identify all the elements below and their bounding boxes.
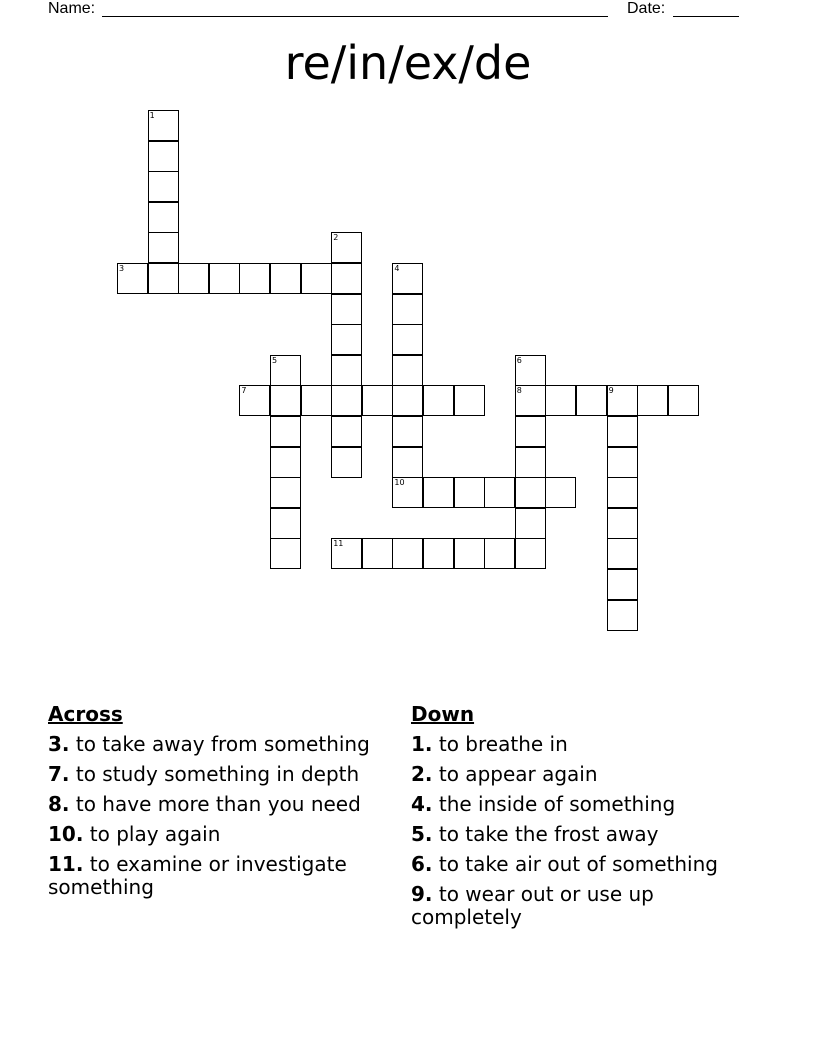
grid-cell[interactable] xyxy=(515,355,546,386)
grid-cell-box xyxy=(392,538,423,569)
grid-cell[interactable] xyxy=(270,263,301,294)
clue-text: to play again xyxy=(89,822,221,846)
grid-cell[interactable] xyxy=(301,385,332,416)
grid-cell-box xyxy=(454,477,485,508)
grid-cell-box xyxy=(362,385,393,416)
grid-cell[interactable] xyxy=(270,416,301,447)
clue-down-9 xyxy=(411,883,771,929)
grid-cell[interactable] xyxy=(362,538,393,569)
grid-cell-box xyxy=(148,141,179,172)
clue-number: 8. xyxy=(48,792,70,816)
grid-cell[interactable] xyxy=(454,538,485,569)
grid-cell[interactable] xyxy=(392,385,423,416)
grid-cell[interactable] xyxy=(331,324,362,355)
grid-cell[interactable] xyxy=(392,263,423,294)
cell-number: 1 xyxy=(149,111,155,120)
clue-number: 10. xyxy=(48,822,84,846)
grid-cell[interactable] xyxy=(423,538,454,569)
grid-cell[interactable] xyxy=(607,569,638,600)
clue-number: 6. xyxy=(411,852,433,876)
grid-cell[interactable] xyxy=(668,385,699,416)
grid-cell-box xyxy=(484,477,515,508)
grid-cell-box xyxy=(331,355,362,386)
grid-cell-box xyxy=(331,416,362,447)
grid-cell[interactable] xyxy=(392,416,423,447)
grid-cell-box xyxy=(515,477,546,508)
grid-cell[interactable] xyxy=(117,263,148,294)
grid-cell[interactable] xyxy=(331,416,362,447)
grid-cell[interactable] xyxy=(392,324,423,355)
grid-cell[interactable] xyxy=(607,600,638,631)
clue-text: to have more than you need xyxy=(75,792,361,816)
grid-cell[interactable] xyxy=(607,477,638,508)
cell-number: 8 xyxy=(516,386,522,396)
grid-cell[interactable] xyxy=(454,385,485,416)
grid-cell-box xyxy=(607,508,638,539)
clue-across-8 xyxy=(48,793,388,816)
clue-number: 11. xyxy=(48,852,84,876)
grid-cell[interactable] xyxy=(148,141,179,172)
grid-cell[interactable] xyxy=(331,538,362,569)
clue-text: to take away from something xyxy=(75,732,370,756)
clue-text: to take air out of something xyxy=(438,852,718,876)
clue-number: 9. xyxy=(411,882,433,906)
cell-number: 4 xyxy=(394,264,400,273)
clue-text: to study something in depth xyxy=(75,762,360,786)
clue-number: 1. xyxy=(411,732,433,756)
grid-cell[interactable] xyxy=(545,385,576,416)
clue-number: 2. xyxy=(411,762,433,786)
grid-cell[interactable] xyxy=(484,477,515,508)
clue-across-7 xyxy=(48,763,388,786)
grid-cell-box xyxy=(637,385,668,416)
grid-cell-box xyxy=(148,232,179,263)
grid-cell[interactable] xyxy=(270,447,301,478)
grid-cell-box xyxy=(423,477,454,508)
clue-text: the inside of something xyxy=(438,792,676,816)
grid-cell-box xyxy=(331,294,362,325)
grid-cell-box xyxy=(209,263,240,294)
clue-text: to wear out or use up completely xyxy=(411,882,654,929)
grid-cell[interactable] xyxy=(423,477,454,508)
grid-cell-box xyxy=(515,416,546,447)
grid-cell[interactable] xyxy=(392,538,423,569)
grid-cell[interactable] xyxy=(178,263,209,294)
grid-cell[interactable] xyxy=(209,263,240,294)
grid-cell-box xyxy=(423,385,454,416)
grid-cell[interactable] xyxy=(301,263,332,294)
grid-cell[interactable] xyxy=(331,294,362,325)
clue-down-4 xyxy=(411,793,771,816)
grid-cell-box xyxy=(607,477,638,508)
grid-cell[interactable] xyxy=(423,385,454,416)
grid-cell-box xyxy=(607,569,638,600)
grid-cell-box xyxy=(270,416,301,447)
page-title: re/in/ex/de xyxy=(284,36,532,90)
cell-number: 10 xyxy=(394,478,405,488)
grid-cell[interactable] xyxy=(148,232,179,263)
grid-cell-box xyxy=(270,538,301,569)
grid-cell[interactable] xyxy=(392,355,423,386)
clue-number: 5. xyxy=(411,822,433,846)
cell-number: 5 xyxy=(272,355,278,365)
grid-cell-box xyxy=(515,508,546,539)
grid-cell[interactable] xyxy=(607,385,638,416)
grid-cell[interactable] xyxy=(607,447,638,478)
grid-cell-box xyxy=(239,263,270,294)
down-heading: Down xyxy=(411,702,475,726)
grid-cell-box xyxy=(331,263,362,294)
cell-number: 9 xyxy=(608,386,614,396)
grid-cell-box xyxy=(392,294,423,325)
cell-number: 2 xyxy=(333,233,339,243)
grid-cell-box xyxy=(515,538,546,569)
grid-cell[interactable] xyxy=(362,385,393,416)
grid-cell[interactable] xyxy=(545,477,576,508)
grid-cell[interactable] xyxy=(270,508,301,539)
clue-down-5 xyxy=(411,823,771,846)
clue-across-11 xyxy=(48,853,388,899)
grid-cell-box xyxy=(484,538,515,569)
grid-cell-box xyxy=(392,447,423,478)
grid-cell-box xyxy=(392,324,423,355)
grid-cell-box xyxy=(545,385,576,416)
grid-cell[interactable] xyxy=(270,355,301,386)
clue-text: to examine or investigate something xyxy=(48,852,347,899)
grid-cell-box xyxy=(270,385,301,416)
grid-cell-box xyxy=(607,416,638,447)
grid-cell[interactable] xyxy=(607,416,638,447)
grid-cell[interactable] xyxy=(270,477,301,508)
grid-cell[interactable] xyxy=(607,538,638,569)
cell-number: 7 xyxy=(241,386,247,396)
grid-cell[interactable] xyxy=(148,202,179,233)
grid-cell-box xyxy=(331,324,362,355)
clue-down-2 xyxy=(411,763,771,786)
grid-cell-box xyxy=(668,385,699,416)
grid-cell-box xyxy=(454,538,485,569)
grid-cell-box xyxy=(301,385,332,416)
grid-cell-box xyxy=(148,263,179,294)
grid-cell-box xyxy=(607,600,638,631)
grid-cell[interactable] xyxy=(270,538,301,569)
grid-cell[interactable] xyxy=(331,355,362,386)
grid-cell-box xyxy=(392,355,423,386)
grid-cell[interactable] xyxy=(484,538,515,569)
clue-down-1 xyxy=(411,733,771,756)
grid-cell-box xyxy=(392,416,423,447)
grid-cell[interactable] xyxy=(637,385,668,416)
grid-cell-box xyxy=(607,447,638,478)
grid-cell-box xyxy=(148,171,179,202)
grid-cell[interactable] xyxy=(239,263,270,294)
grid-cell[interactable] xyxy=(515,508,546,539)
clue-text: to breathe in xyxy=(438,732,568,756)
grid-cell[interactable] xyxy=(515,447,546,478)
grid-cell-box xyxy=(607,538,638,569)
grid-cell-box xyxy=(331,447,362,478)
grid-cell[interactable] xyxy=(515,385,546,416)
grid-cell[interactable] xyxy=(331,232,362,263)
grid-cell[interactable] xyxy=(576,385,607,416)
grid-cell[interactable] xyxy=(331,447,362,478)
grid-cell[interactable] xyxy=(515,416,546,447)
grid-cell-box xyxy=(178,263,209,294)
clue-number: 3. xyxy=(48,732,70,756)
grid-cell[interactable] xyxy=(148,110,179,141)
grid-cell-box xyxy=(545,477,576,508)
grid-cell-box xyxy=(392,385,423,416)
clue-text: to appear again xyxy=(438,762,598,786)
clue-number: 7. xyxy=(48,762,70,786)
grid-cell[interactable] xyxy=(331,263,362,294)
grid-cell[interactable] xyxy=(270,385,301,416)
cell-number: 6 xyxy=(516,355,522,365)
clue-down-6 xyxy=(411,853,771,876)
grid-cell-box xyxy=(423,538,454,569)
clue-number: 4. xyxy=(411,792,433,816)
grid-cell[interactable] xyxy=(148,263,179,294)
grid-cell[interactable] xyxy=(607,508,638,539)
grid-cell-box xyxy=(515,447,546,478)
grid-cell-box xyxy=(454,385,485,416)
grid-cell[interactable] xyxy=(239,385,270,416)
grid-cell-box xyxy=(301,263,332,294)
date-label: Date: xyxy=(627,0,666,17)
down-clues xyxy=(411,703,771,936)
clue-text: to take the frost away xyxy=(438,822,659,846)
grid-cell-box xyxy=(362,538,393,569)
across-heading: Across xyxy=(48,702,123,726)
grid-cell[interactable] xyxy=(148,171,179,202)
grid-cell[interactable] xyxy=(515,538,546,569)
clue-across-10 xyxy=(48,823,388,846)
grid-cell[interactable] xyxy=(392,477,423,508)
grid-cell-box xyxy=(270,263,301,294)
cell-number: 3 xyxy=(119,264,125,273)
grid-cell[interactable] xyxy=(392,447,423,478)
grid-cell[interactable] xyxy=(331,385,362,416)
grid-cell[interactable] xyxy=(454,477,485,508)
cell-number: 11 xyxy=(333,539,344,549)
grid-cell-box xyxy=(148,202,179,233)
grid-cell[interactable] xyxy=(392,294,423,325)
grid-cell[interactable] xyxy=(515,477,546,508)
grid-cell-box xyxy=(270,447,301,478)
clue-across-3 xyxy=(48,733,388,756)
grid-cell-box xyxy=(331,385,362,416)
grid-cell-box xyxy=(270,477,301,508)
across-clues xyxy=(48,703,388,906)
name-label: Name: xyxy=(48,0,96,17)
grid-cell-box xyxy=(576,385,607,416)
grid-cell-box xyxy=(270,508,301,539)
